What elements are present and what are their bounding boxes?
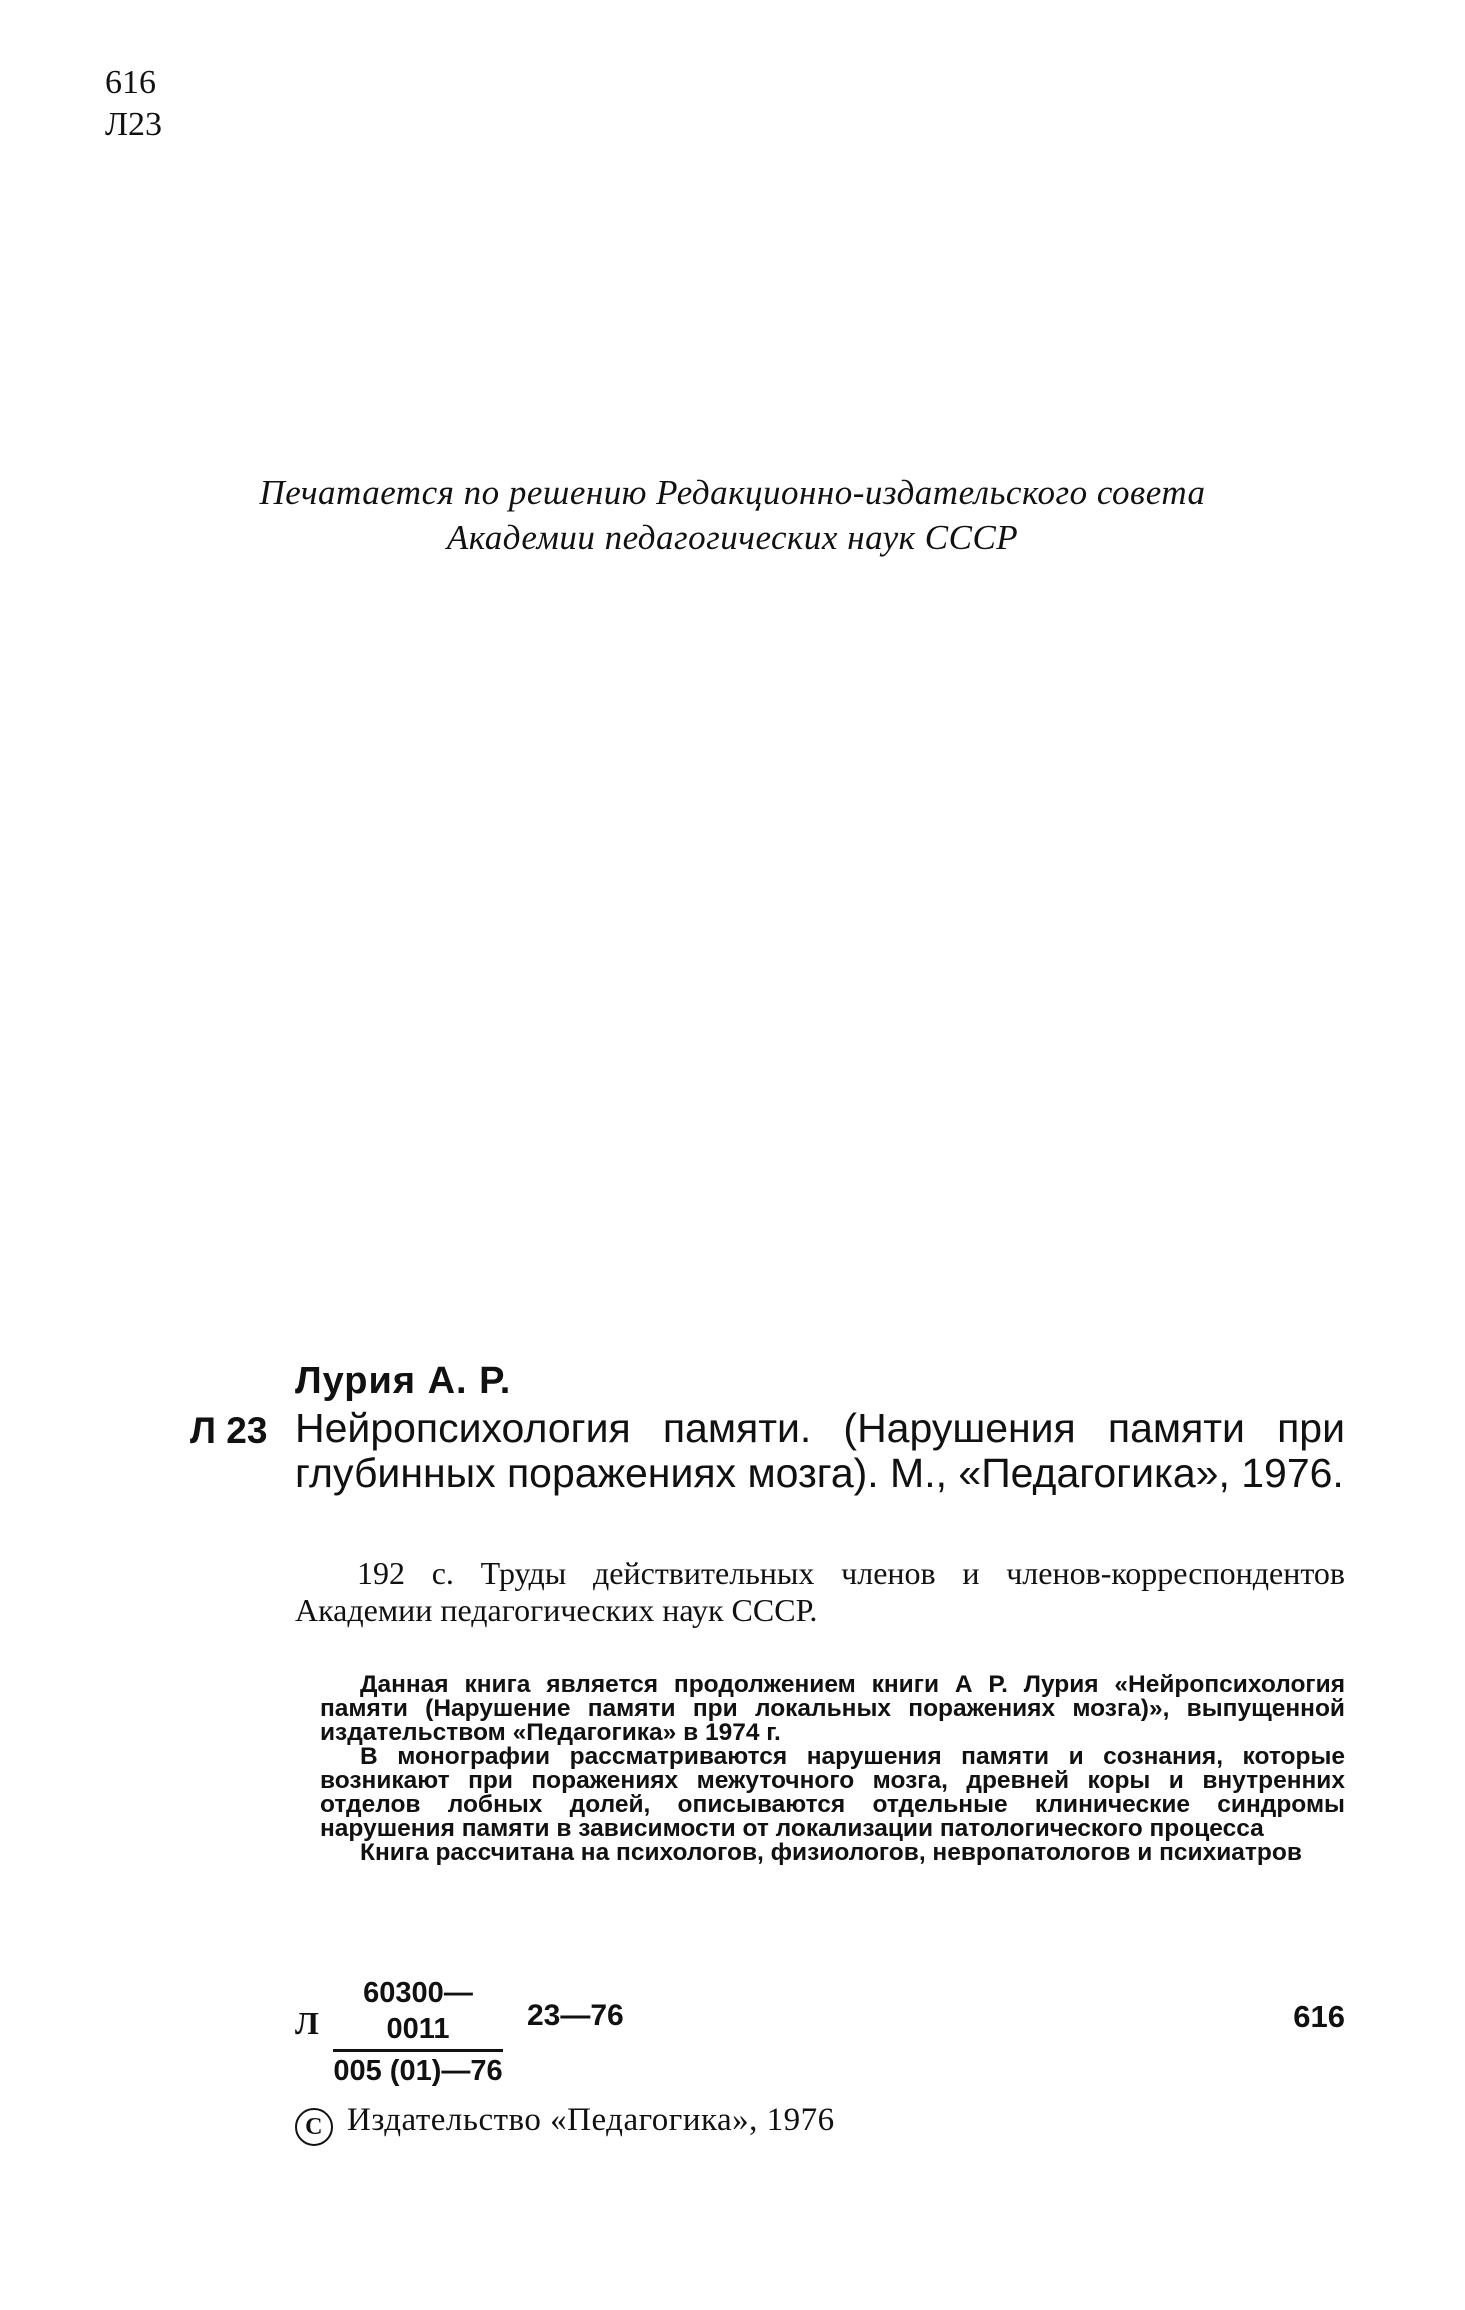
index-prefix: Л — [295, 2005, 319, 2041]
author-name: Лурия А. Р. — [295, 1360, 512, 1402]
imprint-line-2: Академии педагогических наук СССР — [446, 518, 1019, 557]
imprint-note — [200, 470, 1265, 560]
publication-index — [295, 1975, 1345, 2087]
copyright-text: Издательство «Педагогика», 1976 — [347, 2102, 835, 2138]
abstract-paragraph: В монографии рассматриваются нарушения памяти и сознания, которые возникают при поражениях межуточного мозга, древней коры и внутренних отделов лобных долей, описываются отдельные клинические синдромы нарушения памяти в зависимости от локализации патологического процесса — [320, 1743, 1345, 1842]
book-title: Нейропсихология памяти. (Нарушения памяти при глубинных поражениях мозга). М., «Педагогика», 1976. — [295, 1405, 1345, 1496]
abstract — [320, 1673, 1345, 1865]
index-fraction — [333, 1975, 503, 2090]
index-denominator: 005 (01)—76 — [333, 2055, 503, 2087]
udc-line-1: 616 — [105, 64, 156, 101]
abstract-paragraph: Книга рассчитана на психологов, физиологов, невропатологов и психиатров — [360, 1839, 1302, 1866]
copyright-icon: C — [295, 2108, 333, 2146]
udc-line-2: Л23 — [105, 106, 163, 143]
classification-code: 616 — [1293, 1999, 1345, 2034]
imprint-line-1: Печатается по решению Редакционно-издательского совета — [259, 473, 1206, 512]
copyright-line — [295, 2102, 835, 2146]
series-info: 192 с. Труды действительных членов и членов-корреспондентов Академии педагогических наук СССР. — [295, 1555, 1345, 1628]
udc-code — [105, 62, 162, 146]
abstract-paragraph: Данная книга является продолжением книги А Р. Лурия «Нейропсихология памяти (Нарушение памяти при локальных поражениях мозга)», выпущенной издательством «Педагогика» в 1974 г. — [320, 1671, 1345, 1746]
catalog-code: Л 23 — [190, 1410, 268, 1451]
index-numerator: 60300—0011 — [333, 1975, 503, 2052]
index-suffix: 23—76 — [527, 1999, 624, 2032]
